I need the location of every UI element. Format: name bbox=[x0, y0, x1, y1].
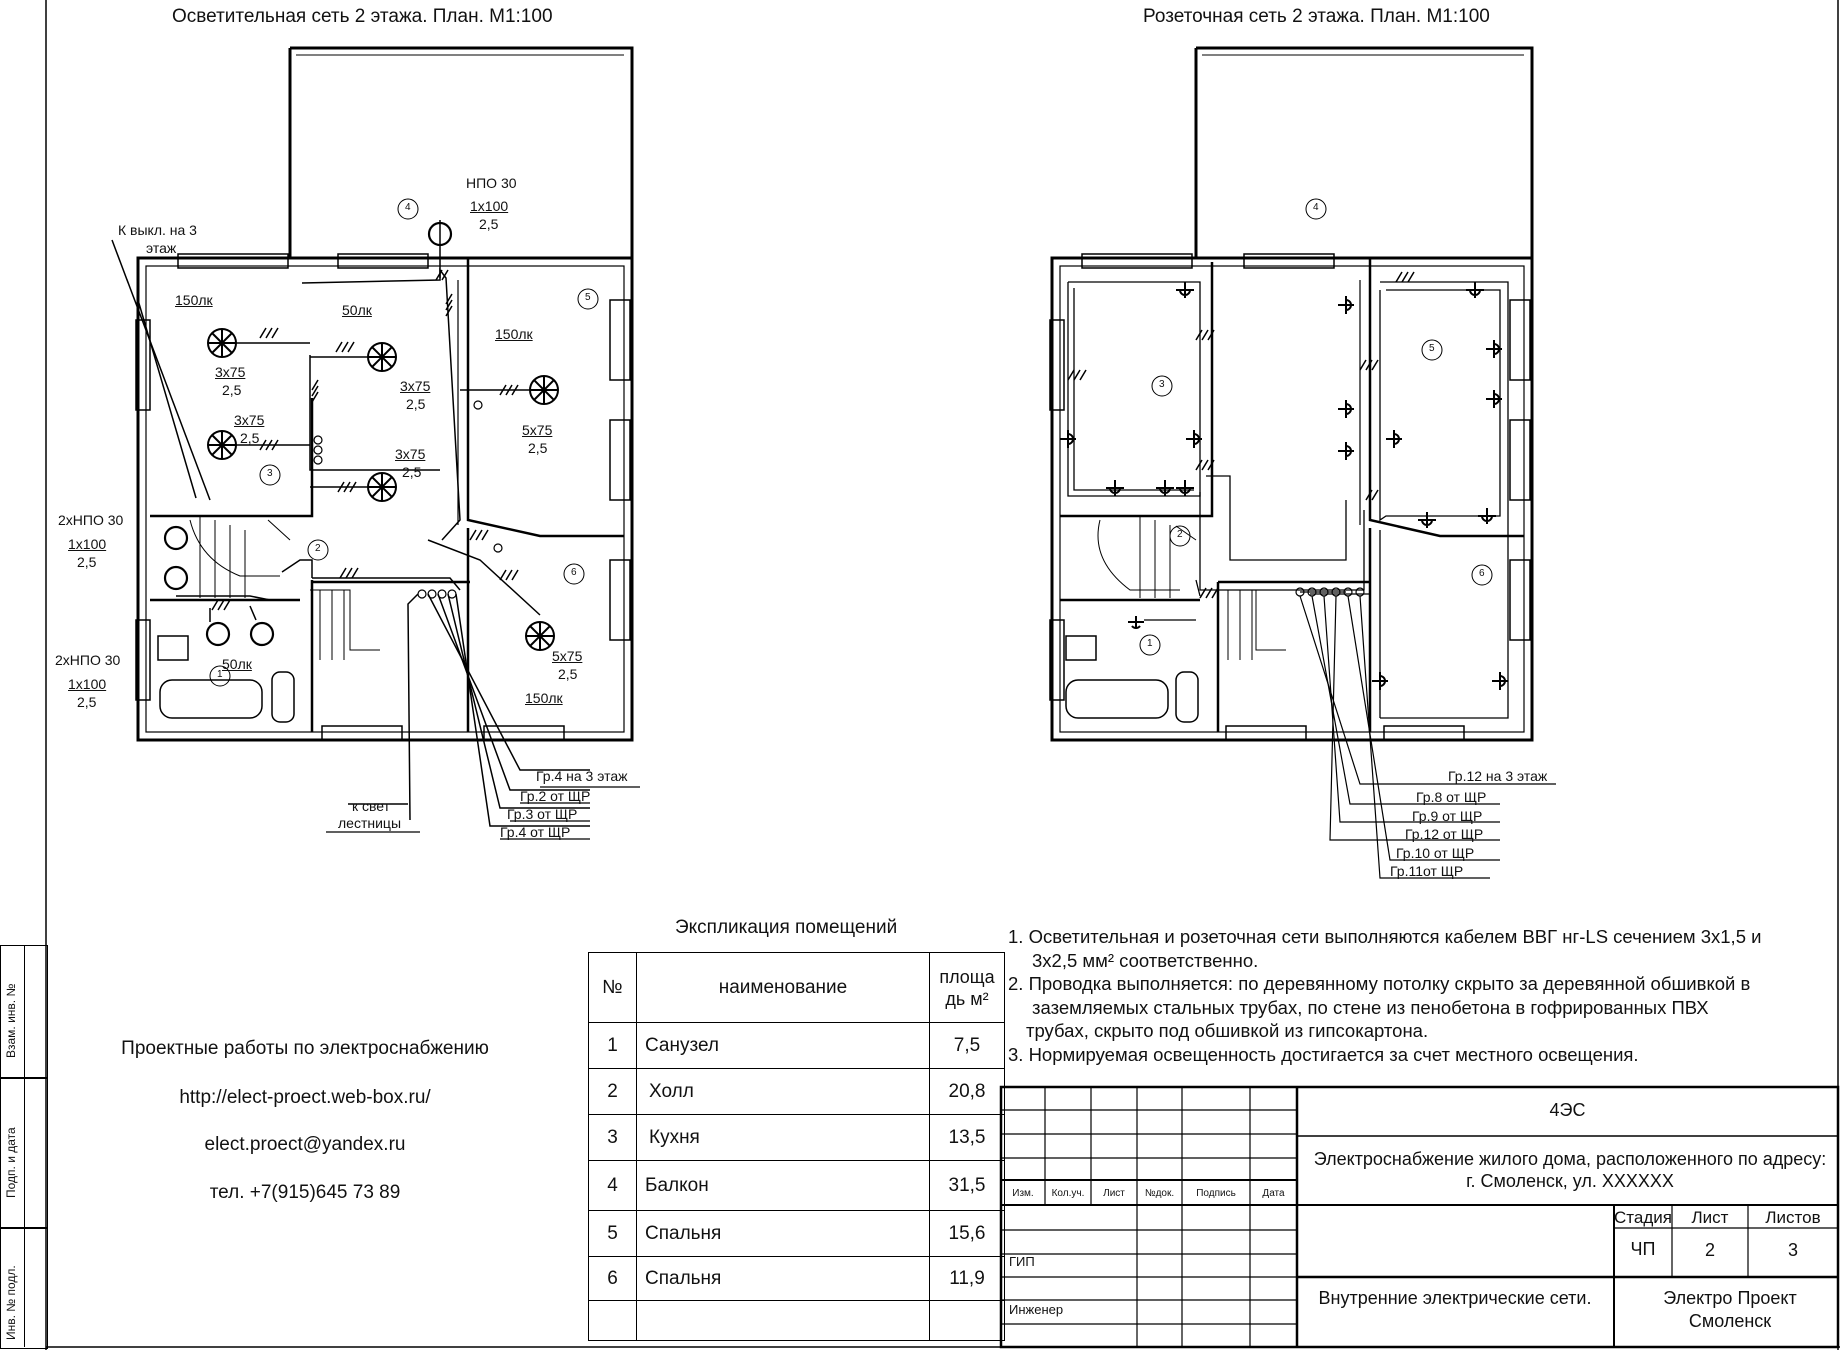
group-label: Гр.2 от ЩР bbox=[520, 788, 591, 804]
group-label: Гр.8 от ЩР bbox=[1416, 789, 1487, 805]
note-2a: 2. Проводка выполняется: по деревянному потолку скрыто за деревянной обшивкой в bbox=[1008, 973, 1751, 994]
table-row: 6 Спальня 11,9 bbox=[589, 1257, 1005, 1301]
group-label: Гр.12 от ЩР bbox=[1405, 826, 1484, 842]
socket-plan-title: Розеточная сеть 2 этажа. План. М1:100 bbox=[1143, 6, 1490, 27]
stair-light-label-1: к свет bbox=[352, 798, 391, 814]
gip-label: ГИП bbox=[1009, 1254, 1035, 1269]
note-1b: 3х2,5 мм² соответственно. bbox=[1032, 949, 1259, 971]
note-3: 3. Нормируемая освещенность достигается за счет местного освещения. bbox=[1008, 1043, 1639, 1065]
npo30-cable: 1х100 bbox=[470, 198, 509, 214]
npo30-label: НПО 30 bbox=[466, 175, 517, 191]
fixture-load: 5х75 bbox=[522, 422, 553, 438]
to-switch-label-1: К выкл. на 3 bbox=[118, 222, 197, 238]
note-2b: заземляемых стальных трубах, по стене из пенобетона в гофрированных ПВХ bbox=[1032, 996, 1709, 1018]
col-area: площа дь м² bbox=[930, 953, 1005, 1023]
room-number: 1 bbox=[217, 669, 223, 680]
fixture-section: 2,5 bbox=[558, 666, 578, 682]
stair-light-label-2: лестницы bbox=[338, 815, 401, 831]
contact-phone: тел. +7(915)645 73 89 bbox=[209, 1182, 401, 1203]
fixture-section: 2,5 bbox=[222, 382, 242, 398]
stage-value: ЧП bbox=[1630, 1239, 1656, 1259]
group-label: Гр.10 от ЩР bbox=[1396, 845, 1475, 861]
project-title: Электроснабжение жилого дома, расположенного по адресу: г. Смоленск, ул. XXXXXX bbox=[1313, 1149, 1827, 1191]
fixture-section: 2,5 bbox=[240, 430, 260, 446]
sheets-value: 3 bbox=[1787, 1240, 1798, 1260]
group-label: Гр.4 от ЩР bbox=[500, 824, 571, 840]
room-number: 5 bbox=[1429, 343, 1435, 354]
group-label: Гр.4 на 3 этаж bbox=[536, 768, 628, 784]
explication-title: Экспликация помещений bbox=[675, 917, 898, 938]
fixture-load: 3х75 bbox=[215, 364, 246, 380]
doc-title: Внутренние электрические сети. bbox=[1318, 1288, 1592, 1308]
col-name: наименование bbox=[637, 953, 930, 1023]
fixture-load: 5х75 bbox=[552, 648, 583, 664]
table-row: 2 Холл 20,8 bbox=[589, 1069, 1005, 1115]
stamp-sign-date: Подп. и дата bbox=[4, 1127, 18, 1198]
note-2c: трубах, скрыто под обшивкой из гипсокартона. bbox=[1026, 1020, 1429, 1041]
company-name: Электро Проект Смоленск bbox=[1663, 1288, 1797, 1331]
room-number: 3 bbox=[1159, 379, 1165, 390]
fixture-section: 2,5 bbox=[406, 396, 426, 412]
stamp-replace-inv: Взам. инв. № bbox=[4, 983, 18, 1058]
contact-url[interactable]: http://elect-proect.web-box.ru/ bbox=[179, 1087, 431, 1108]
col-num: № bbox=[589, 953, 637, 1023]
room-number: 2 bbox=[1177, 529, 1183, 540]
room-number: 6 bbox=[571, 567, 577, 578]
room-number: 3 bbox=[267, 468, 273, 479]
doc-code: 4ЭС bbox=[1549, 1100, 1586, 1120]
lux-label: 150лк bbox=[495, 326, 533, 342]
lux-label: 150лк bbox=[175, 292, 213, 308]
wall-lamp-label: 2хНПО 30 bbox=[58, 512, 124, 528]
contact-email[interactable]: elect.proect@yandex.ru bbox=[204, 1134, 406, 1155]
fixture-section: 2,5 bbox=[528, 440, 548, 456]
wall-lamp-section: 2,5 bbox=[77, 554, 97, 570]
fixture-section: 2,5 bbox=[402, 464, 422, 480]
table-row: 5 Спальня 15,6 bbox=[589, 1211, 1005, 1257]
wall-lamp-label: 2хНПО 30 bbox=[55, 652, 121, 668]
group-label: Гр.12 на 3 этаж bbox=[1448, 768, 1548, 784]
sheet-label: Лист bbox=[1691, 1208, 1729, 1227]
to-switch-label-2: этаж bbox=[146, 240, 177, 256]
contact-line: Проектные работы по электроснабжению bbox=[121, 1038, 489, 1059]
npo30-section: 2,5 bbox=[479, 216, 499, 232]
lux-label: 50лк bbox=[342, 302, 372, 318]
room-number: 1 bbox=[1147, 638, 1153, 649]
engineer-label: Инженер bbox=[1009, 1302, 1064, 1317]
fixture-load: 3х75 bbox=[400, 378, 431, 394]
table-row: 3 Кухня 13,5 bbox=[589, 1115, 1005, 1161]
fixture-load: 3х75 bbox=[395, 446, 426, 462]
room-number: 5 bbox=[585, 292, 591, 303]
table-row: 1 Санузел 7,5 bbox=[589, 1023, 1005, 1069]
room-number: 2 bbox=[315, 543, 321, 554]
fixture-load: 3х75 bbox=[234, 412, 265, 428]
sheets-label: Листов bbox=[1765, 1208, 1821, 1227]
room-number: 4 bbox=[1313, 202, 1319, 213]
group-label: Гр.3 от ЩР bbox=[507, 806, 578, 822]
sheet-value: 2 bbox=[1704, 1240, 1715, 1260]
room-number: 4 bbox=[405, 202, 411, 213]
room-number: 6 bbox=[1479, 568, 1485, 579]
group-label: Гр.9 от ЩР bbox=[1412, 808, 1483, 824]
note-1a: 1. Осветительная и розеточная сети выполняются кабелем ВВГ нг-LS сечением 3х1,5 и bbox=[1008, 926, 1762, 947]
group-label: Гр.11от ЩР bbox=[1390, 863, 1464, 879]
table-row: 4 Балкон 31,5 bbox=[589, 1161, 1005, 1211]
lighting-plan-title: Осветительная сеть 2 этажа. План. М1:100 bbox=[172, 6, 553, 27]
wall-lamp-section: 2,5 bbox=[77, 694, 97, 710]
stamp-inv-original: Инв. № подл. bbox=[4, 1265, 18, 1340]
lux-label: 150лк bbox=[525, 690, 563, 706]
stage-label: Стадия bbox=[1614, 1208, 1672, 1227]
title-block-columns: Изм. Кол.уч. Лист №док. Подпись Дата bbox=[1012, 1188, 1285, 1199]
wall-lamp-cable: 1х100 bbox=[68, 536, 107, 552]
lux-label: 50лк bbox=[222, 656, 252, 672]
wall-lamp-cable: 1х100 bbox=[68, 676, 107, 692]
